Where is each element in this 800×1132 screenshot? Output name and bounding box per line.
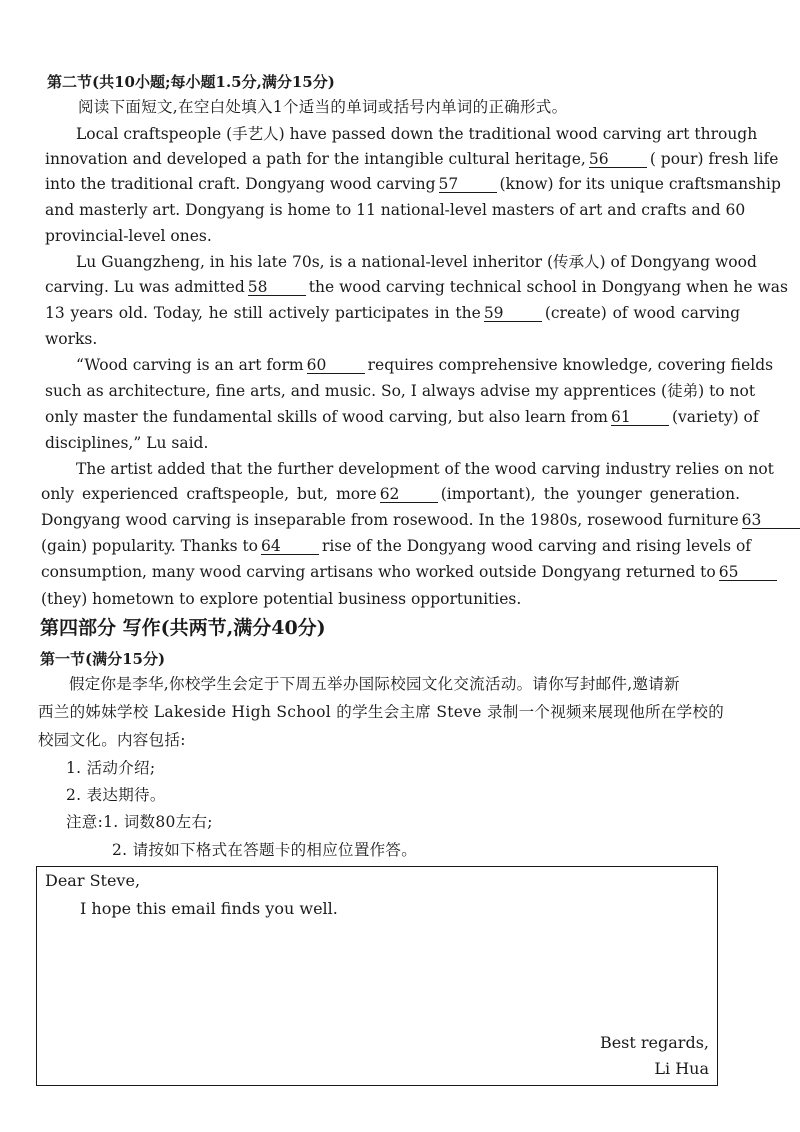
blank-64[interactable]: 64 (261, 538, 319, 555)
passage-line (45, 277, 788, 297)
passage-line: such as architecture, fine arts, and music. So, I always advise my apprentices (徒弟) to not (45, 382, 756, 400)
section-heading: 第二节(共10小题;每小题1.5分,满分15分) (47, 73, 335, 91)
passage-text: (variety) of (672, 408, 759, 426)
passage-line: (they) hometown to explore potential business opportunities. (41, 590, 522, 608)
passage-line (41, 536, 752, 556)
blank-60[interactable]: 60 (307, 357, 365, 374)
passage-text: “Wood carving is an art form (76, 356, 304, 374)
blank-62[interactable]: 62 (380, 486, 438, 503)
passage-text: 13 years old. Today, he still actively participates in the (45, 304, 481, 322)
letter-greeting: Dear Steve, (45, 871, 141, 890)
passage-text: only master the fundamental skills of wood carving, but also learn from (45, 408, 608, 426)
passage-text: carving. Lu was admitted (45, 278, 245, 296)
passage-text: only experienced craftspeople, but, more (41, 485, 377, 503)
passage-text: Dongyang wood carving is inseparable from rosewood. In the 1980s, rosewood furniture (41, 511, 739, 529)
prompt-line: 西兰的姊妹学校 Lakeside High School 的学生会主席 Steve 录制一个视频来展现他所在学校的 (38, 703, 725, 721)
passage-text: (gain) popularity. Thanks to (41, 537, 259, 555)
passage-line (41, 562, 744, 582)
passage-line: works. (45, 330, 98, 348)
passage-text: requires comprehensive knowledge, covering fields (367, 356, 774, 374)
section-instruction: 阅读下面短文,在空白处填入1个适当的单词或括号内单词的正确形式。 (78, 98, 568, 116)
passage-line: disciplines,” Lu said. (45, 434, 209, 452)
letter-opening: I hope this email finds you well. (80, 899, 338, 918)
passage-line (76, 355, 774, 375)
passage-line (45, 407, 759, 427)
blank-59[interactable]: 59 (484, 305, 542, 322)
passage-line: provincial-level ones. (45, 227, 212, 245)
letter-closing: Best regards, (599, 1033, 709, 1052)
passage-text: the wood carving technical school in Dongyang when he was (308, 278, 788, 296)
letter-signature: Li Hua (654, 1059, 709, 1078)
passage-text: (important), the younger generation. (440, 485, 740, 503)
passage-line: Lu Guangzheng, in his late 70s, is a national-level inheritor (传承人) of Dongyang wood (76, 253, 757, 271)
blank-65[interactable]: 65 (719, 564, 777, 581)
passage-line (45, 303, 740, 323)
passage-text: consumption, many wood carving artisans who worked outside Dongyang returned to (41, 563, 716, 581)
passage-text: rise of the Dongyang wood carving and rising levels of (322, 537, 752, 555)
note-line: 注意:1. 词数80左右; (66, 813, 213, 831)
blank-58[interactable]: 58 (248, 279, 306, 296)
prompt-line: 假定你是李华,你校学生会定于下周五举办国际校园文化交流活动。请你写封邮件,邀请新 (69, 675, 680, 693)
blank-56[interactable]: 56 (589, 151, 647, 168)
content-item: 2. 表达期待。 (66, 786, 166, 804)
answer-box[interactable] (36, 866, 718, 1086)
passage-line: and masterly art. Dongyang is home to 11 national-level masters of art and crafts and 60 (45, 201, 746, 219)
blank-57[interactable]: 57 (439, 176, 497, 193)
passage-line: The artist added that the further development of the wood carving industry relies on not (76, 460, 774, 478)
passage-line (45, 149, 779, 169)
passage-line (45, 174, 781, 194)
passage-text: (know) for its unique craftsmanship (499, 175, 781, 193)
note-line: 2. 请按如下格式在答题卡的相应位置作答。 (112, 841, 418, 859)
passage-text: ( pour) fresh life (649, 150, 779, 168)
passage-text: into the traditional craft. Dongyang wood carving (45, 175, 436, 193)
passage-line (41, 510, 762, 530)
content-item: 1. 活动介绍; (66, 759, 156, 777)
blank-61[interactable]: 61 (611, 409, 669, 426)
passage-text: innovation and developed a path for the intangible cultural heritage, (45, 150, 586, 168)
blank-63[interactable]: 63 (742, 512, 800, 529)
passage-line: Local craftspeople (手艺人) have passed down the traditional wood carving art through (76, 125, 758, 143)
passage-text: (create) of wood carving (544, 304, 741, 322)
subsection-heading: 第一节(满分15分) (40, 650, 166, 668)
passage-line (41, 484, 740, 504)
prompt-line: 校园文化。内容包括: (38, 731, 186, 749)
part-heading: 第四部分 写作(共两节,满分40分) (40, 617, 326, 639)
